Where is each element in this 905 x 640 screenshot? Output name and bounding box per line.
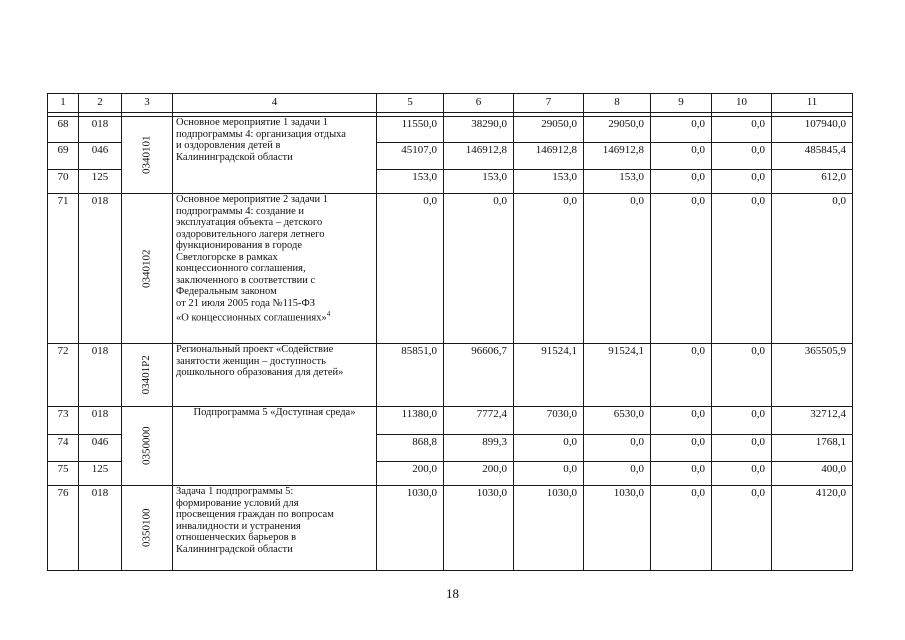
value-cell: 0,0 — [651, 117, 712, 143]
row-number: 69 — [48, 143, 79, 170]
value-cell: 1030,0 — [377, 486, 444, 571]
row-number: 75 — [48, 462, 79, 486]
value-cell: 0,0 — [712, 170, 772, 194]
column-number-row — [48, 94, 853, 113]
value-cell: 0,0 — [712, 143, 772, 170]
value-cell: 153,0 — [444, 170, 514, 194]
kbk-code: 046 — [79, 143, 122, 170]
page-number: 18 — [446, 586, 459, 601]
value-cell: 0,0 — [712, 407, 772, 435]
value-cell: 0,0 — [514, 435, 584, 462]
value-cell: 0,0 — [651, 170, 712, 194]
value-cell: 0,0 — [651, 462, 712, 486]
kbk-code: 018 — [79, 486, 122, 571]
value-cell: 0,0 — [712, 435, 772, 462]
table-row — [48, 117, 853, 143]
program-code: 0340101 — [122, 117, 173, 194]
value-cell: 146912,8 — [584, 143, 651, 170]
value-cell: 0,0 — [712, 462, 772, 486]
value-cell: 45107,0 — [377, 143, 444, 170]
value-cell: 485845,4 — [772, 143, 853, 170]
value-cell: 146912,8 — [444, 143, 514, 170]
table-row — [48, 486, 853, 571]
value-cell: 365505,9 — [772, 344, 853, 407]
value-cell: 146912,8 — [514, 143, 584, 170]
value-cell: 1030,0 — [584, 486, 651, 571]
value-cell: 11550,0 — [377, 117, 444, 143]
kbk-code: 125 — [79, 170, 122, 194]
row-number: 71 — [48, 194, 79, 344]
row-number: 76 — [48, 486, 79, 571]
column-header: 3 — [122, 94, 173, 113]
budget-table — [47, 93, 853, 571]
value-cell: 7772,4 — [444, 407, 514, 435]
kbk-code: 125 — [79, 462, 122, 486]
value-cell: 91524,1 — [514, 344, 584, 407]
item-name: Подпрограмма 5 «Доступная среда» — [173, 407, 377, 486]
column-header: 11 — [772, 94, 853, 113]
column-header: 6 — [444, 94, 514, 113]
value-cell: 0,0 — [514, 194, 584, 344]
value-cell: 153,0 — [584, 170, 651, 194]
value-cell: 1030,0 — [444, 486, 514, 571]
kbk-code: 018 — [79, 117, 122, 143]
value-cell: 0,0 — [651, 344, 712, 407]
row-number: 73 — [48, 407, 79, 435]
kbk-code: 018 — [79, 407, 122, 435]
column-header: 7 — [514, 94, 584, 113]
value-cell: 400,0 — [772, 462, 853, 486]
row-number: 68 — [48, 117, 79, 143]
footnote-mark: 4 — [326, 310, 331, 318]
table-row — [48, 407, 853, 435]
value-cell: 0,0 — [651, 435, 712, 462]
value-cell: 7030,0 — [514, 407, 584, 435]
value-cell: 29050,0 — [514, 117, 584, 143]
value-cell: 96606,7 — [444, 344, 514, 407]
value-cell: 6530,0 — [584, 407, 651, 435]
value-cell: 0,0 — [712, 117, 772, 143]
value-cell: 0,0 — [444, 194, 514, 344]
column-header: 10 — [712, 94, 772, 113]
program-code: 0350000 — [122, 407, 173, 486]
value-cell: 200,0 — [377, 462, 444, 486]
value-cell: 0,0 — [772, 194, 853, 344]
kbk-code: 018 — [79, 344, 122, 407]
table-row — [48, 344, 853, 407]
value-cell: 612,0 — [772, 170, 853, 194]
value-cell: 0,0 — [712, 486, 772, 571]
value-cell: 0,0 — [584, 194, 651, 344]
column-header: 2 — [79, 94, 122, 113]
value-cell: 107940,0 — [772, 117, 853, 143]
value-cell: 0,0 — [651, 486, 712, 571]
column-header: 1 — [48, 94, 79, 113]
value-cell: 153,0 — [514, 170, 584, 194]
item-name: Основное мероприятие 2 задачи 1 подпрограммы 4: создание и эксплуатация объекта – детского оздоровительного лагеря летнего функционирования в городе Светлогорске в рамках концессионного соглашения, заключенного в соответствии с Федеральным законом от 21 июля 2005 года №115-ФЗ «О концессионных соглашениях»$^4$ — [173, 194, 377, 344]
value-cell: 0,0 — [584, 435, 651, 462]
value-cell: 4120,0 — [772, 486, 853, 571]
value-cell: 868,8 — [377, 435, 444, 462]
column-header: 4 — [173, 94, 377, 113]
kbk-code: 018 — [79, 194, 122, 344]
kbk-code: 046 — [79, 435, 122, 462]
value-cell: 11380,0 — [377, 407, 444, 435]
item-name: Задача 1 подпрограммы 5: формирование условий для просвещения граждан по вопросам инвалидности и устранения отношенческих барьеров в Калининградской области — [173, 486, 377, 571]
column-header: 5 — [377, 94, 444, 113]
value-cell: 1030,0 — [514, 486, 584, 571]
row-number: 74 — [48, 435, 79, 462]
value-cell: 85851,0 — [377, 344, 444, 407]
row-number: 70 — [48, 170, 79, 194]
value-cell: 0,0 — [712, 194, 772, 344]
value-cell: 1768,1 — [772, 435, 853, 462]
value-cell: 0,0 — [584, 462, 651, 486]
column-header: 9 — [651, 94, 712, 113]
column-header: 8 — [584, 94, 651, 113]
value-cell: 29050,0 — [584, 117, 651, 143]
value-cell: 91524,1 — [584, 344, 651, 407]
value-cell: 153,0 — [377, 170, 444, 194]
program-code: 03401P2 — [122, 344, 173, 407]
item-name: Региональный проект «Содействие занятости женщин – доступность дошкольного образования для детей» — [173, 344, 377, 407]
value-cell: 0,0 — [377, 194, 444, 344]
program-code: 0340102 — [122, 194, 173, 344]
value-cell: 0,0 — [651, 143, 712, 170]
value-cell: 0,0 — [651, 407, 712, 435]
value-cell: 200,0 — [444, 462, 514, 486]
value-cell: 899,3 — [444, 435, 514, 462]
item-name: Основное мероприятие 1 задачи 1 подпрограммы 4: организация отдыха и оздоровления детей в Калининградской области — [173, 117, 377, 194]
value-cell: 32712,4 — [772, 407, 853, 435]
value-cell: 0,0 — [651, 194, 712, 344]
program-code: 0350100 — [122, 486, 173, 571]
table-row — [48, 194, 853, 344]
value-cell: 0,0 — [514, 462, 584, 486]
row-number: 72 — [48, 344, 79, 407]
value-cell: 38290,0 — [444, 117, 514, 143]
value-cell: 0,0 — [712, 344, 772, 407]
